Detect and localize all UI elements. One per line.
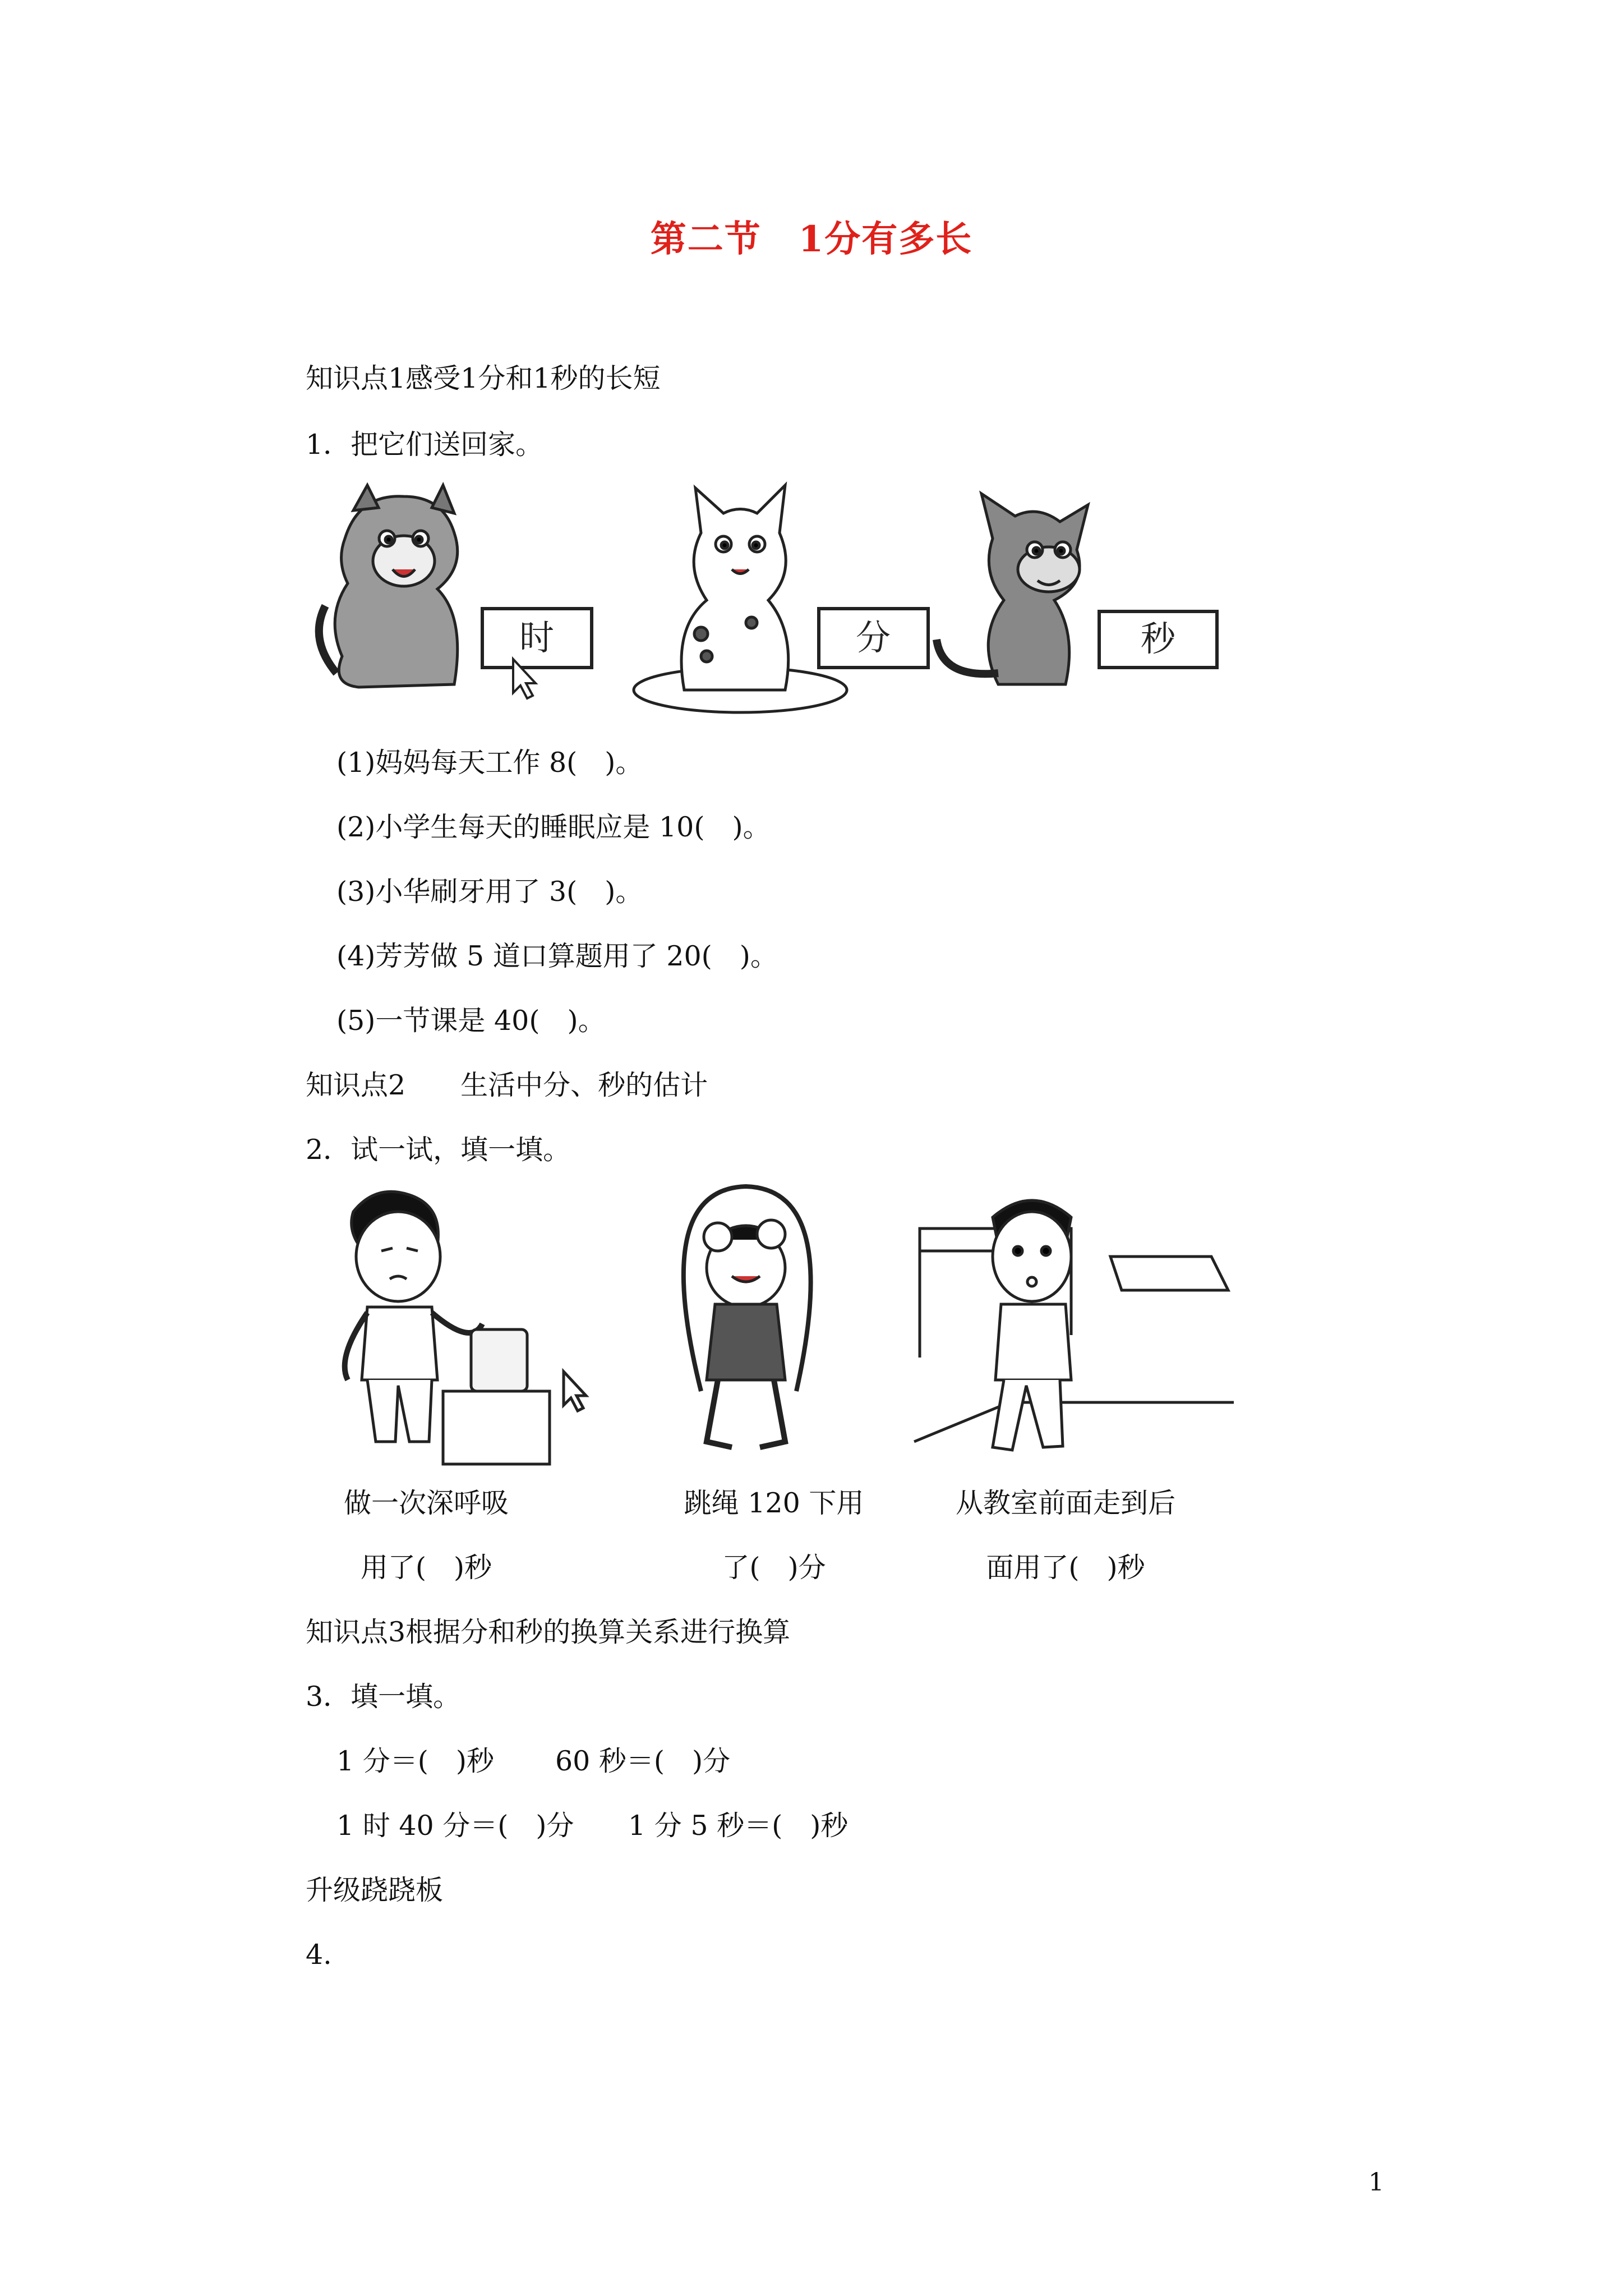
question-2-prompt: 2．试一试，填一填。 bbox=[306, 1134, 571, 1166]
fill-1m5s-to-sec: 1 分 5 秒＝( )秒 bbox=[628, 1810, 849, 1842]
fill-60-sec-to-min: 60 秒＝( )分 bbox=[555, 1745, 731, 1777]
question-1-prompt: 1．把它们送回家。 bbox=[306, 429, 543, 461]
fill-1-min-to-sec: 1 分＝( )秒 bbox=[336, 1745, 494, 1777]
caption-1-line-2: 用了( )秒 bbox=[360, 1552, 492, 1584]
q1-item-4: (4)芳芳做 5 道口算题用了 20( )。 bbox=[336, 940, 778, 972]
question-4-number: 4. bbox=[306, 1939, 332, 1971]
activities-illustration bbox=[314, 1178, 1234, 1481]
boy-walking-image bbox=[914, 1200, 1234, 1450]
caption-1-line-1: 做一次深呼吸 bbox=[343, 1487, 509, 1519]
grey-cat-image bbox=[937, 494, 1088, 684]
white-cat-image bbox=[634, 485, 847, 712]
fill-1h40m-to-min: 1 时 40 分＝( )分 bbox=[336, 1810, 574, 1842]
minute-box-label: 分 bbox=[855, 617, 891, 658]
q1-item-5: (5)一节课是 40( )。 bbox=[336, 1005, 606, 1037]
hour-box-label: 时 bbox=[519, 617, 555, 658]
cursor-icon bbox=[564, 1372, 586, 1411]
knowledge-point-2-heading: 知识点2 生活中分、秒的估计 bbox=[306, 1069, 708, 1101]
second-box-label: 秒 bbox=[1140, 618, 1176, 659]
tiger-cat-image bbox=[319, 485, 458, 687]
caption-2-line-2: 了( )分 bbox=[722, 1552, 826, 1584]
boy-breathing-image bbox=[345, 1191, 586, 1464]
q1-item-3: (3)小华刷牙用了 3( )。 bbox=[336, 876, 643, 908]
girl-jumping-rope-image bbox=[684, 1186, 811, 1447]
caption-3-line-1: 从教室前面走到后 bbox=[955, 1487, 1175, 1519]
q1-item-1: (1)妈妈每天工作 8( )。 bbox=[336, 747, 643, 779]
q1-item-2: (2)小学生每天的睡眠应是 10( )。 bbox=[336, 811, 771, 843]
caption-2-line-1: 跳绳 120 下用 bbox=[684, 1487, 864, 1519]
caption-3-line-2: 面用了( )秒 bbox=[986, 1552, 1145, 1584]
page-number: 1 bbox=[1368, 2168, 1384, 2197]
cats-illustration bbox=[314, 471, 1245, 724]
upgrade-heading: 升级跷跷板 bbox=[306, 1874, 444, 1906]
page-title: 第二节 1分有多长 bbox=[650, 218, 973, 260]
knowledge-point-1-heading: 知识点1感受1分和1秒的长短 bbox=[306, 362, 661, 394]
question-3-prompt: 3．填一填。 bbox=[306, 1681, 461, 1713]
knowledge-point-3-heading: 知识点3根据分和秒的换算关系进行换算 bbox=[306, 1616, 791, 1648]
